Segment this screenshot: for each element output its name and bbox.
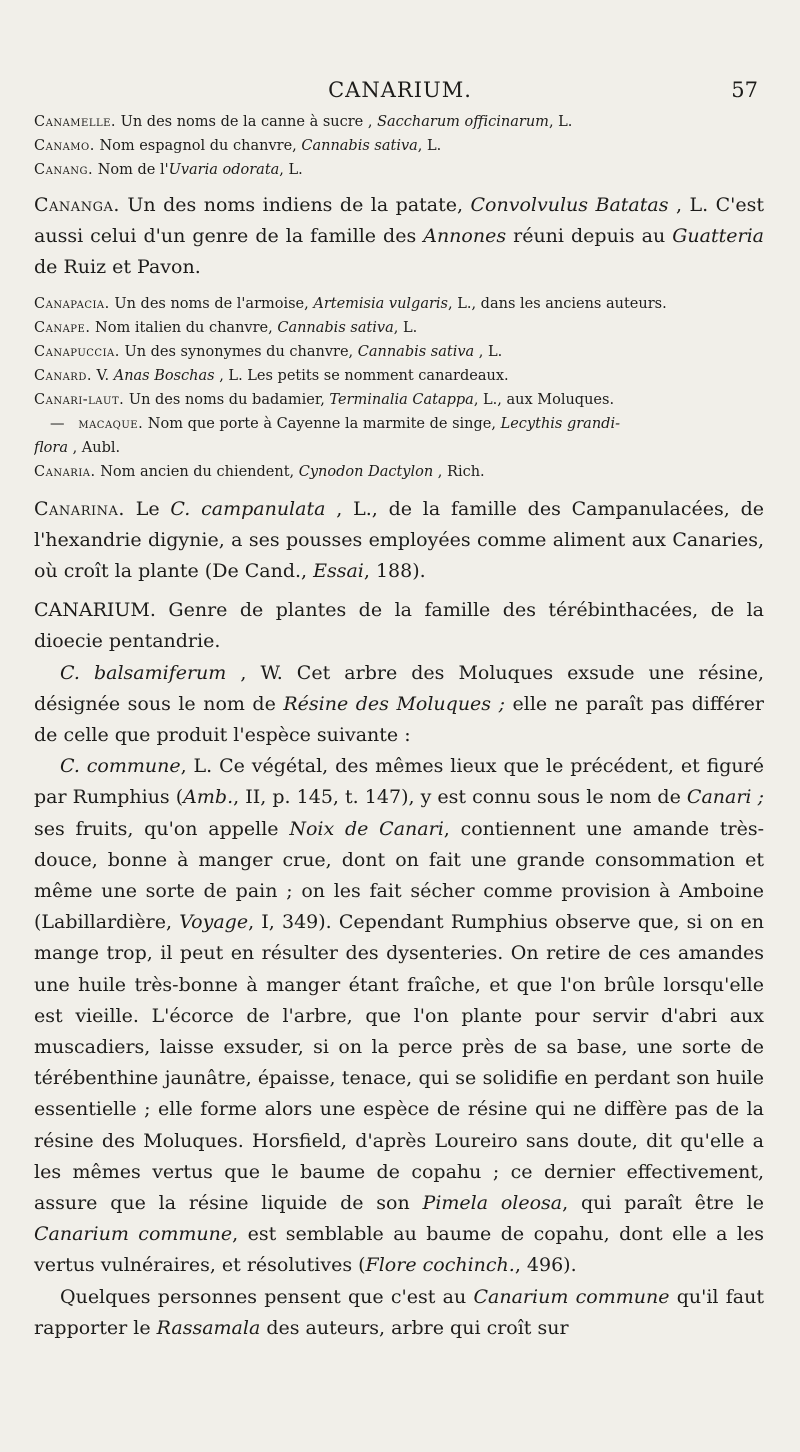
entry-canarium: [34, 595, 764, 657]
entry-balsamiferum: [34, 658, 764, 752]
entry-italic: Annones: [423, 225, 507, 248]
entry-text: des auteurs, arbre qui croît sur: [260, 1316, 569, 1339]
entry-term: Canamelle.: [34, 114, 117, 130]
ditto-dash: —: [50, 415, 65, 432]
entry-canard: [34, 364, 764, 388]
entry-italic: Lecythis grandi-: [500, 415, 620, 432]
entry-canaria: [34, 460, 764, 484]
entry-term: Canari-laut.: [34, 391, 125, 408]
entry-commune: [34, 751, 764, 1281]
entry-term: Cananga.: [34, 194, 120, 216]
entry-text: , Aubl.: [67, 439, 121, 456]
entry-text: Un des noms du badamier,: [124, 391, 330, 408]
entry-text: , L., aux Moluques.: [473, 391, 615, 408]
entry-text: réuni depuis au: [506, 225, 673, 248]
entry-text: , L.: [548, 114, 573, 130]
entry-text: qu'il faut rapporter le: [34, 1285, 764, 1339]
entry-italic: Résine des Moluques ;: [283, 692, 505, 715]
entry-quelques: [34, 1282, 764, 1344]
entry-canapacia: [34, 292, 764, 316]
entry-text: , contiennent une amande très-douce, bonne à manger crue, dont on fait une grande consommation et même une sorte de pain ; on les fait sécher comme provision à Amboine (Labillardière,: [34, 817, 764, 934]
entry-text: Le: [124, 497, 171, 520]
entry-text: , L. C'est aussi celui d'un genre de la famille des: [34, 194, 764, 248]
entry-text: Genre de plantes de la famille des térébinthacées, de la dioecie pentandrie.: [34, 599, 764, 653]
entry-italic: Cannabis sativa: [277, 319, 394, 336]
entry-italic: Canari ;: [686, 786, 764, 809]
entry-term: macaque.: [78, 415, 144, 432]
entry-italic: C. commune: [60, 755, 181, 778]
entry-text: Nom italien du chanvre,: [90, 319, 278, 336]
entry-text: , L. Ce végétal, des mêmes lieux que le précédent, et figuré par Rumphius (: [34, 755, 764, 809]
entry-italic: Uvaria odorata: [168, 162, 280, 178]
entry-italic: Pimela oleosa: [422, 1192, 563, 1215]
entry-italic: flora: [34, 439, 68, 456]
entry-canapuccia: [34, 340, 764, 364]
entry-italic: Artemisia vulgaris: [313, 295, 448, 312]
page-header: [0, 72, 800, 108]
entry-text: Nom ancien du chiendent,: [95, 463, 299, 480]
entry-text: Un des noms de la canne à sucre ,: [116, 114, 378, 130]
entry-canari-laut: [34, 388, 764, 412]
entry-italic: Cannabis sativa: [357, 343, 475, 360]
entry-macaque: [34, 412, 764, 436]
entry-term: Canang.: [34, 162, 94, 178]
entry-text: , L., dans les anciens auteurs.: [448, 295, 667, 312]
entry-italic: Terminalia Catappa: [329, 391, 474, 408]
entry-italic: Saccharum officinarum: [377, 114, 549, 130]
entry-text: , I, 349). Cependant Rumphius observe que, si on en mange trop, il peut en résulter des dysenteries. On retire de ces amandes une huile très-bonne à manger étant fraîche, et que l'on brûle lorsqu'elle est vieille. L'écorce de l'arbre, que l'on plante pour servir d'abri aux muscadiers, laisse exsuder, si on la perce près de sa base, une sorte de térébenthine jaunâtre, épaisse, tenace, qui se solidifie en perdant son huile essentielle ; elle forme alors une espèce de résine qui ne diffère pas de la résine des Moluques. Horsfield, d'après Loureiro sans doute, dit qu'elle a les mêmes vertus que le baume de copahu ; ce dernier effectivement, assure que la résine liquide de son: [34, 911, 764, 1215]
entry-text: elle ne paraît pas différer de celle que produit l'espèce suivante :: [34, 692, 764, 747]
entry-text: V.: [91, 367, 114, 384]
entry-text: , II, p. 145, t. 147), y est connu sous le nom de: [233, 786, 687, 809]
entry-text: , qui paraît être le: [562, 1192, 764, 1215]
entry-italic: Cynodon Dactylon: [298, 463, 434, 480]
entry-text: , L.: [393, 319, 418, 336]
entry-italic: Flore cochinch.: [365, 1254, 515, 1277]
entry-text: , L., de la famille des Campanulacées, de l'hexandrie digynie, a ses pousses employées comme aliment aux Canaries, où croît la plante (De Cand.,: [34, 497, 764, 583]
entry-italic: Guatteria: [672, 225, 764, 248]
entry-text: Quelques personnes pensent que c'est au: [60, 1285, 474, 1308]
entry-term: Canamo.: [34, 138, 95, 154]
running-title: CANARIUM.: [328, 78, 472, 102]
entry-text: , L.: [474, 343, 503, 360]
entry-text: , W. Cet arbre des Moluques exsude une résine, désignée sous le nom de: [34, 661, 765, 715]
entry-text: , L.: [417, 138, 442, 154]
entry-term: CANARIUM.: [34, 599, 156, 622]
entry-italic: Anas Boschas: [113, 367, 215, 384]
entry-macaque-cont: [34, 436, 764, 460]
entry-term: Canard.: [34, 367, 92, 384]
entry-italic: Rassamala: [156, 1316, 261, 1339]
entry-term: Canape.: [34, 319, 91, 336]
entry-text: , Rich.: [433, 463, 485, 480]
page-number: 57: [731, 78, 758, 102]
entry-italic: Voyage: [179, 911, 249, 934]
entry-term: Canaria.: [34, 463, 96, 480]
entry-cananga: [34, 190, 764, 284]
entry-text: Un des noms indiens de la patate,: [119, 194, 471, 216]
entry-text: , L. Les petits se nomment canardeaux.: [214, 367, 509, 384]
entry-text: ses fruits, qu'on appelle: [34, 817, 290, 840]
entry-text: Nom de l': [93, 162, 169, 178]
entry-italic: C. balsamiferum: [60, 661, 227, 684]
entry-canarina: [34, 494, 764, 588]
entry-italic: Canarium commune: [34, 1223, 233, 1246]
entry-italic: Convolvulus Batatas: [470, 194, 669, 216]
entry-canamelle: [34, 110, 764, 134]
entry-text: , est semblable au baume de copahu, dont elle a les vertus vulnéraires, et résolutives (: [34, 1223, 764, 1277]
page-body: [34, 110, 764, 1344]
entry-text: Un des noms de l'armoise,: [109, 295, 314, 312]
entry-text: de Ruiz et Pavon.: [34, 256, 201, 279]
entry-term: Canarina.: [34, 497, 125, 520]
entry-text: , 496).: [514, 1254, 577, 1277]
entry-canang: [34, 158, 764, 182]
entry-text: , L.: [279, 162, 303, 178]
entry-term: Canapacia.: [34, 295, 110, 312]
entry-italic: Amb.: [183, 786, 234, 809]
entry-term: Canapuccia.: [34, 343, 120, 360]
entry-canape: [34, 316, 764, 340]
entry-italic: Essai: [313, 560, 364, 583]
entry-text: Nom espagnol du chanvre,: [94, 138, 302, 154]
entry-canamo: [34, 134, 764, 158]
entry-italic: Canarium commune: [473, 1285, 670, 1308]
entry-text: Nom que porte à Cayenne la marmite de singe,: [143, 415, 501, 432]
entry-italic: Noix de Canari: [289, 817, 444, 840]
entry-italic: Cannabis sativa: [301, 138, 418, 154]
entry-italic: C. campanulata: [170, 497, 326, 520]
entry-text: , 188).: [363, 560, 426, 583]
entry-text: Un des synonymes du chanvre,: [119, 343, 358, 360]
